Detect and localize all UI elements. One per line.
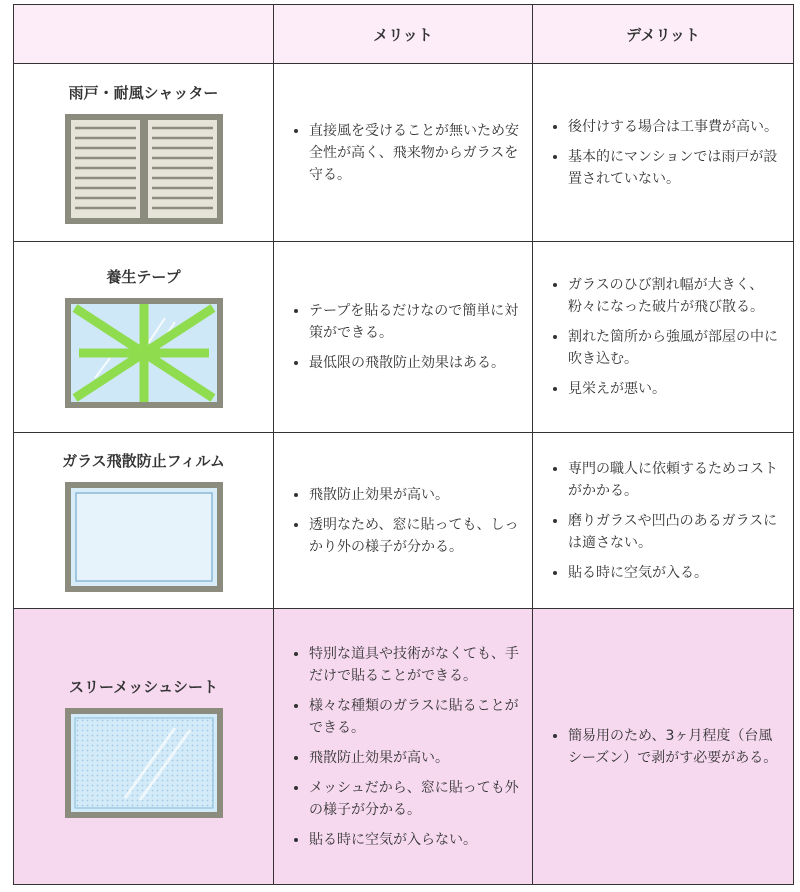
method-cell <box>14 433 274 609</box>
merit-list <box>275 484 531 558</box>
list-item: • 割れた箇所から強風が部屋の中に吹き込む。 <box>568 326 782 370</box>
list-item: • 貼る時に空気が入る。 <box>568 562 782 584</box>
list-item: • 特別な道具や技術がなくても、手だけで貼ることができる。 <box>309 643 521 687</box>
comparison-table <box>13 4 794 885</box>
demerit-list <box>534 274 792 400</box>
method-name: ガラス飛散防止フィルム <box>62 451 225 470</box>
method-name: 雨戸・耐風シャッター <box>68 83 219 102</box>
demerit-list <box>534 116 792 190</box>
shutter-icon <box>65 114 223 224</box>
method-cell <box>14 64 274 242</box>
list-item: • 飛散防止効果が高い。 <box>309 747 521 769</box>
list-item: • 透明なため、窓に貼っても、しっかり外の様子が分かる。 <box>309 514 521 558</box>
list-item: • メッシュだから、窓に貼っても外の様子が分かる。 <box>309 777 521 821</box>
list-item: • 最低限の飛散防止効果はある。 <box>309 352 521 374</box>
list-item: • ガラスのひび割れ幅が大きく、粉々になった破片が飛び散る。 <box>568 274 782 318</box>
merit-list <box>275 300 531 374</box>
list-item: • 貼る時に空気が入らない。 <box>309 829 521 851</box>
method-cell <box>14 609 274 885</box>
merit-cell <box>274 609 533 885</box>
method-name: 養生テープ <box>106 268 181 286</box>
list-item: • 簡易用のため、3ヶ月程度（台風シーズン）で剥がす必要がある。 <box>568 725 782 769</box>
demerit-cell <box>533 609 794 885</box>
demerit-cell <box>533 242 794 433</box>
list-item: • テープを貼るだけなので簡単に対策ができる。 <box>309 300 521 344</box>
film-window-icon <box>65 482 223 592</box>
list-item: • 専門の職人に依頼するためコストがかかる。 <box>568 458 782 502</box>
header-demerit: デメリット <box>533 5 794 64</box>
demerit-cell <box>533 64 794 242</box>
mesh-window-icon <box>65 708 223 818</box>
header-merit: メリット <box>274 5 533 64</box>
table-row <box>14 242 794 433</box>
list-item: • 基本的にマンションでは雨戸が設置されていない。 <box>568 146 782 190</box>
demerit-list <box>534 725 792 769</box>
merit-cell <box>274 242 533 433</box>
list-item: • 見栄えが悪い。 <box>568 378 782 400</box>
list-item: • 磨りガラスや凹凸のあるガラスには適さない。 <box>568 510 782 554</box>
list-item: • 後付けする場合は工事費が高い。 <box>568 116 782 138</box>
list-item: • 飛散防止効果が高い。 <box>309 484 521 506</box>
header-row <box>14 5 794 64</box>
header-blank <box>14 5 274 64</box>
merit-cell <box>274 64 533 242</box>
merit-list <box>275 643 531 851</box>
demerit-list <box>534 458 792 584</box>
merit-cell <box>274 433 533 609</box>
list-item: • 直接風を受けることが無いため安全性が高く、飛来物からガラスを守る。 <box>309 120 521 186</box>
list-item: • 様々な種類のガラスに貼ることができる。 <box>309 695 521 739</box>
table-row <box>14 433 794 609</box>
table-row <box>14 609 794 885</box>
taped-window-icon <box>65 298 223 408</box>
merit-list <box>275 120 531 186</box>
method-cell <box>14 242 274 433</box>
demerit-cell <box>533 433 794 609</box>
table-row <box>14 64 794 242</box>
method-name: スリーメッシュシート <box>69 677 218 696</box>
